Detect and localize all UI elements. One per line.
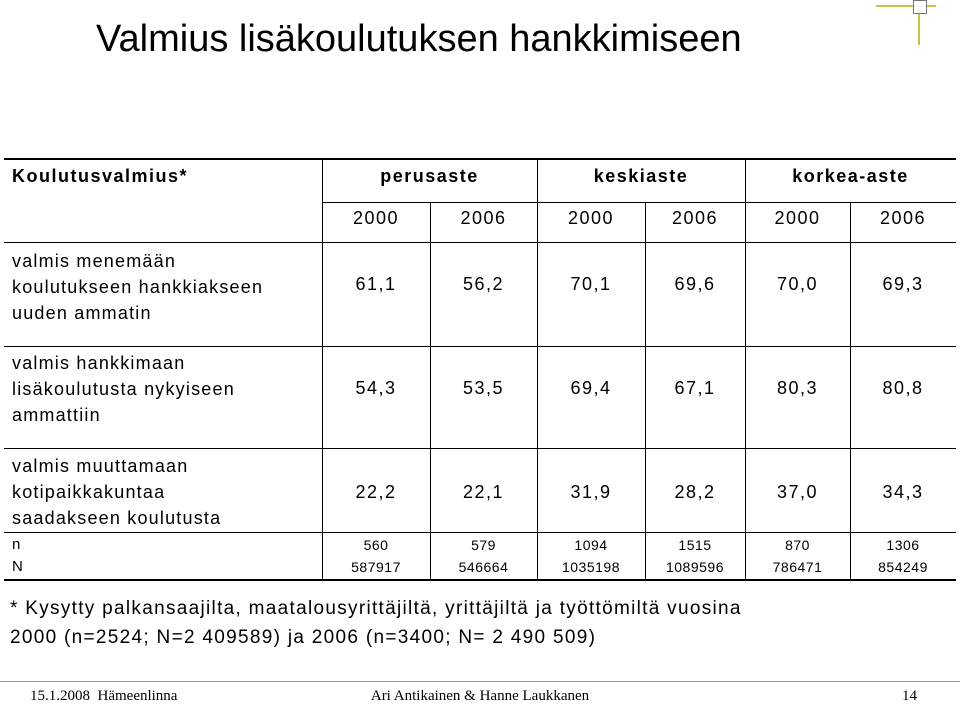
n-label: n bbox=[12, 536, 22, 553]
footnote-line: * Kysytty palkansaajilta, maatalousyrittäjiltä, yrittäjiltä ja työttömiltä vuosina bbox=[10, 598, 742, 619]
table-cell: 70,1 bbox=[570, 274, 612, 294]
table-cell: 34,3 bbox=[882, 482, 924, 502]
group-header-keskiaste: keskiaste bbox=[593, 166, 689, 186]
year-header: 2006 bbox=[671, 208, 719, 228]
year-header: 2000 bbox=[774, 208, 821, 228]
year-header: 2000 bbox=[352, 208, 400, 228]
row-divider bbox=[4, 448, 956, 449]
n-value: 1306 bbox=[886, 537, 920, 553]
n-value: 870 bbox=[785, 537, 810, 553]
row-divider bbox=[4, 532, 956, 533]
group-header-divider bbox=[322, 202, 956, 203]
table-cell: 56,2 bbox=[462, 274, 505, 294]
N-value: 546664 bbox=[458, 559, 509, 575]
table-cell: 53,5 bbox=[462, 378, 505, 398]
table-cell: 22,1 bbox=[462, 482, 505, 502]
N-label: N bbox=[12, 558, 25, 575]
slide-title: Valmius lisäkoulutuksen hankkimiseen bbox=[96, 18, 742, 60]
year-header: 2000 bbox=[567, 208, 615, 228]
n-value: 579 bbox=[471, 537, 496, 553]
table-cell: 31,9 bbox=[570, 482, 612, 502]
table-cell: 80,8 bbox=[882, 378, 924, 398]
table-cell: 37,0 bbox=[776, 482, 819, 502]
table-cell: 69,6 bbox=[674, 274, 716, 294]
page-number: 14 bbox=[902, 688, 917, 704]
table-cell: 67,1 bbox=[674, 378, 716, 398]
data-table bbox=[0, 158, 960, 580]
group-header-perusaste: perusaste bbox=[380, 166, 479, 186]
table-cell: 22,2 bbox=[355, 482, 397, 502]
year-header: 2006 bbox=[879, 208, 927, 228]
footnote bbox=[10, 594, 742, 652]
table-cell: 28,2 bbox=[674, 482, 716, 502]
table-cell: 61,1 bbox=[355, 274, 397, 294]
N-value: 1035198 bbox=[561, 559, 620, 575]
row-header-label: Koulutusvalmius* bbox=[12, 166, 189, 186]
table-cell: 69,3 bbox=[882, 274, 924, 294]
row-label: valmis muuttamaan kotipaikkakuntaa saadakseen koulutusta bbox=[12, 456, 222, 528]
corner-horizontal-line bbox=[876, 5, 936, 7]
N-value: 587917 bbox=[351, 559, 401, 575]
N-value: 786471 bbox=[772, 559, 823, 575]
footnote-line: 2000 (n=2524; N=2 409589) ja 2006 (n=3400; N= 2 490 509) bbox=[10, 627, 597, 648]
table-cell: 69,4 bbox=[570, 378, 612, 398]
table-top-border bbox=[4, 158, 956, 160]
table-bottom-border bbox=[4, 579, 956, 581]
corner-square-icon bbox=[913, 0, 927, 14]
table-cell: 54,3 bbox=[355, 378, 397, 398]
n-value: 1094 bbox=[574, 537, 608, 553]
n-value: 1515 bbox=[678, 537, 712, 553]
N-value: 854249 bbox=[878, 559, 928, 575]
row-divider bbox=[4, 346, 956, 347]
row-label: valmis menemään koulutukseen hankkiakseen uuden ammatin bbox=[12, 251, 264, 323]
table-cell: 80,3 bbox=[776, 378, 819, 398]
footer-date-location: 15.1.2008 Hämeenlinna bbox=[30, 688, 178, 704]
N-value: 1089596 bbox=[665, 559, 724, 575]
row-label: valmis hankkimaan lisäkoulutusta nykyiseen ammattiin bbox=[12, 353, 235, 425]
table-cell: 70,0 bbox=[776, 274, 819, 294]
year-header: 2006 bbox=[460, 208, 507, 228]
header-divider bbox=[4, 242, 956, 243]
footer-authors: Ari Antikainen & Hanne Laukkanen bbox=[370, 688, 590, 704]
footer-divider bbox=[0, 681, 960, 682]
n-value: 560 bbox=[363, 537, 389, 553]
group-header-korkea-aste: korkea-aste bbox=[792, 166, 909, 186]
